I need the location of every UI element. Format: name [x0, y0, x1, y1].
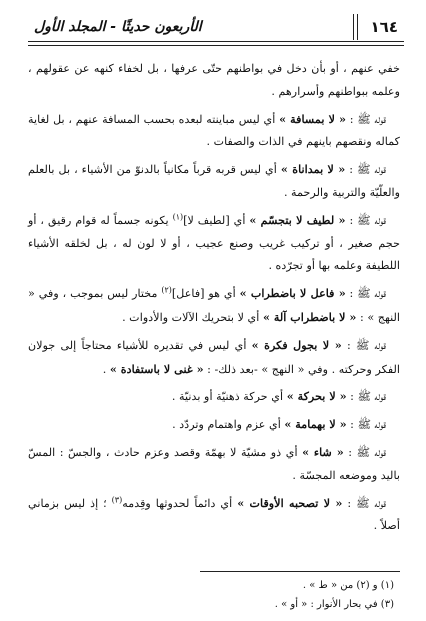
- quoted-phrase: « لا بمسافة »: [279, 111, 347, 126]
- footnote-ref: (٢): [161, 285, 172, 295]
- text: مختار ليس بموجب ، وفي « النهج » :: [28, 287, 400, 324]
- quoted-phrase: « شاء »: [302, 444, 344, 459]
- paragraph: [28, 282, 400, 330]
- text: قوله ﷺ :: [345, 287, 386, 301]
- footnote: (١) و (٢) من « ط » .: [302, 580, 394, 591]
- footnote-separator: [200, 571, 400, 572]
- text: أي لا بتحريك الآلات والأدوات .: [122, 310, 263, 324]
- paragraph: خفي عنهم ، أو بأن دخل في بواطنهم حتّى عرفها ، بل لخفاء كنهه عن عقولهم ، وعلمه ببواطنهم وأسرارهم .: [28, 62, 400, 98]
- quoted-phrase: « لطيف لا بتجسّم »: [249, 212, 346, 227]
- text: قوله ﷺ :: [346, 390, 386, 404]
- header-divider: [357, 14, 358, 40]
- header-divider: [353, 14, 354, 40]
- text: قوله ﷺ :: [345, 163, 386, 177]
- text: أي ليس في تقديره للأشياء محتاجاً إلى جولان الفكر وحركته . وفي « النهج » -بعد ذلك- :: [28, 338, 400, 376]
- text: قوله ﷺ :: [345, 213, 387, 227]
- text: أي عزم واهتمام وتردّد .: [172, 418, 285, 432]
- text: أي هو [فاعل]: [171, 287, 240, 301]
- text: أي ليس مباينته لبعده بحسب المسافة عنهم ، بل لغاية كماله ونقصهم باينهم في الذات والصفات .: [28, 112, 400, 149]
- paragraph: [28, 413, 400, 437]
- page-body: [28, 58, 400, 542]
- text: .: [102, 362, 110, 376]
- header-rule: [28, 45, 404, 46]
- paragraph: [28, 158, 400, 205]
- page-number: ١٦٤: [370, 18, 398, 36]
- quoted-phrase: « لا بمداناة »: [280, 162, 346, 177]
- text: أي ذو مشيّة لا بهمّة وقصد وعزم حادث ، والجسّ : المسّ باليد وموضعه المجسّة .: [28, 445, 400, 482]
- text: ؛ إذ ليس بزماني أصلاً .: [28, 496, 400, 533]
- text: أي دائماً لحدوثها وقِدمه: [122, 496, 238, 510]
- paragraph: [28, 441, 400, 488]
- text: قوله ﷺ :: [342, 496, 386, 510]
- paragraph: [28, 334, 400, 382]
- footnotes: [28, 576, 400, 614]
- quoted-phrase: « لا بهمامة »: [284, 417, 347, 432]
- text: أي [لطيف لا]: [183, 213, 250, 227]
- quoted-phrase: « لا بحركة »: [286, 389, 347, 404]
- footnote-ref: (٣): [111, 494, 123, 504]
- text: أي ليس قربه قرباً مكانياً بالدنوّ من الأشياء ، بل بالعلم والعلّيّة والتربية والرحمة .: [28, 163, 400, 199]
- text: قوله ﷺ :: [341, 338, 387, 352]
- paragraph: [28, 492, 400, 539]
- paragraph: [28, 385, 400, 409]
- footnote: (٣) في بحار الأنوار : « أو » .: [274, 599, 394, 610]
- book-title: الأربعون حديثًا - المجلد الأول: [34, 19, 202, 35]
- paragraph: [28, 209, 400, 278]
- quoted-phrase: « لا بجول فكرة »: [251, 337, 342, 352]
- quoted-phrase: « غنى لا باستفادة »: [109, 361, 204, 376]
- text: قوله ﷺ :: [346, 112, 386, 126]
- text: قوله ﷺ :: [346, 418, 386, 432]
- text: يكونه جسماً له قوام رقيق ، أو حجم صغير ، أو تركيب غريب وصنع عجيب ، أو لا لون له ، بل لخلقه الأشياء اللطيفة وعلمه بها أو تجرّده .: [28, 213, 400, 273]
- text: أي حركة ذهنيّة أو بدنيّة .: [171, 390, 287, 404]
- text: قوله ﷺ :: [343, 445, 386, 459]
- quoted-phrase: « لا باضطراب آلة »: [262, 309, 357, 324]
- paragraph: [28, 108, 400, 155]
- header-rule: [28, 41, 404, 42]
- footnote-ref: (١): [172, 212, 184, 222]
- page-header: [28, 14, 404, 40]
- quoted-phrase: « لا تصحبه الأوقات »: [237, 495, 343, 510]
- quoted-phrase: « فاعل لا باضطراب »: [239, 286, 346, 301]
